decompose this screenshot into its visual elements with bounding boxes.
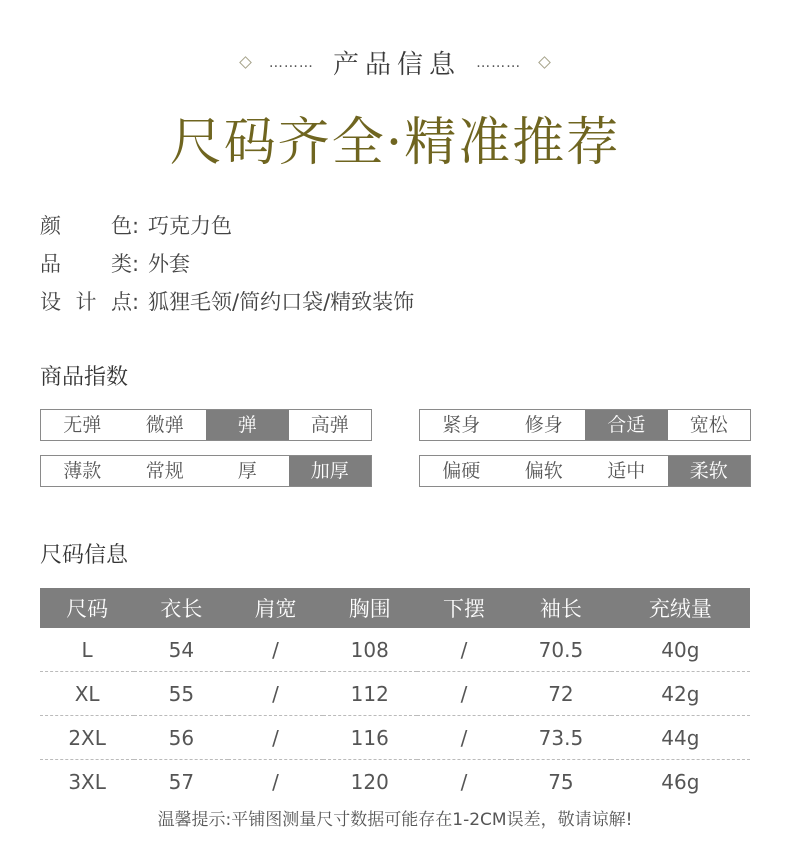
table-cell: XL [40,672,134,716]
table-cell: 42g [611,672,750,716]
index-option: 常规 [145,460,184,482]
elasticity-index [40,409,372,441]
diamond-ornament-left [239,56,252,69]
table-header-cell: 袖长 [511,588,611,628]
table-cell: 40g [611,628,750,672]
table-cell: / [228,628,322,672]
index-option: 厚 [237,460,257,482]
index-option: 适中 [607,460,646,482]
index-option: 紧身 [442,414,481,436]
dots-right: ……… [476,54,522,71]
thickness-index [40,455,372,487]
index-option: 微弹 [145,414,184,436]
table-row [40,628,750,672]
index-option: 弹 [206,410,289,440]
table-header-cell: 下摆 [417,588,511,628]
table-cell: 3XL [68,769,106,794]
table-cell: 54 [134,628,228,672]
info-colon: : [132,214,140,238]
info-colon: : [132,252,140,276]
index-option: 合适 [585,410,668,440]
table-cell: / [417,672,511,716]
table-cell: / [417,628,511,672]
info-colon: : [132,290,140,314]
info-key: 设计点 [40,290,132,314]
section-header [0,44,790,84]
diamond-ornament-right [538,56,551,69]
table-row [40,672,750,716]
table-header-cell: 肩宽 [228,588,322,628]
info-key: 品类 [40,252,132,276]
index-option: 柔软 [668,456,751,486]
info-row-category [40,245,414,283]
index-option: 宽松 [689,414,728,436]
index-option: 偏软 [524,460,563,482]
table-cell: / [228,672,322,716]
table-cell: / [272,769,279,794]
section-title: 产品信息 [332,50,461,80]
table-cell: 57 [168,769,195,794]
info-row-design [40,283,414,321]
table-row [40,716,750,760]
table-cell: 120 [350,769,389,794]
table-cell: / [228,716,322,760]
index-section-title: 商品指数 [40,365,129,390]
index-option: 修身 [524,414,563,436]
info-value: 狐狸毛领/简约口袋/精致装饰 [148,290,415,314]
table-cell: / [417,716,511,760]
table-header-cell: 胸围 [323,588,417,628]
table-cell: 72 [511,672,611,716]
index-option: 薄款 [63,460,102,482]
table-header-cell: 衣长 [134,588,228,628]
fit-index [419,409,751,441]
info-value: 巧克力色 [148,214,232,238]
size-section-title: 尺码信息 [40,543,129,568]
table-header-row [40,588,750,628]
table-row [40,760,750,804]
table-cell: 108 [323,628,417,672]
table-cell: 2XL [40,716,134,760]
table-header-cell: 尺码 [40,588,134,628]
size-table [40,588,750,803]
table-cell: / [460,769,468,794]
index-option: 加厚 [289,456,372,486]
measurement-tip: 温馨提示:平铺图测量尺寸数据可能存在1-2CM误差，敬请谅解! [157,810,633,830]
slogan-heading: 尺码齐全·精准推荐 [169,113,621,173]
info-value: 外套 [148,252,190,276]
table-cell: 44g [611,716,750,760]
index-option: 偏硬 [442,460,481,482]
table-cell: 75 [548,769,574,794]
table-header-cell: 充绒量 [611,588,750,628]
table-cell: 112 [323,672,417,716]
index-option: 无弹 [63,414,102,436]
info-row-color [40,207,414,245]
dots-left: ……… [268,54,314,71]
info-key: 颜色 [40,214,132,238]
index-option: 高弹 [310,414,349,436]
table-cell: 56 [134,716,228,760]
table-cell: 70.5 [511,628,611,672]
table-cell: 116 [323,716,417,760]
table-cell: L [40,628,134,672]
table-cell: 55 [134,672,228,716]
softness-index [419,455,751,487]
table-cell: 46g [661,769,700,794]
product-info-list [40,207,414,321]
table-cell: 73.5 [511,716,611,760]
